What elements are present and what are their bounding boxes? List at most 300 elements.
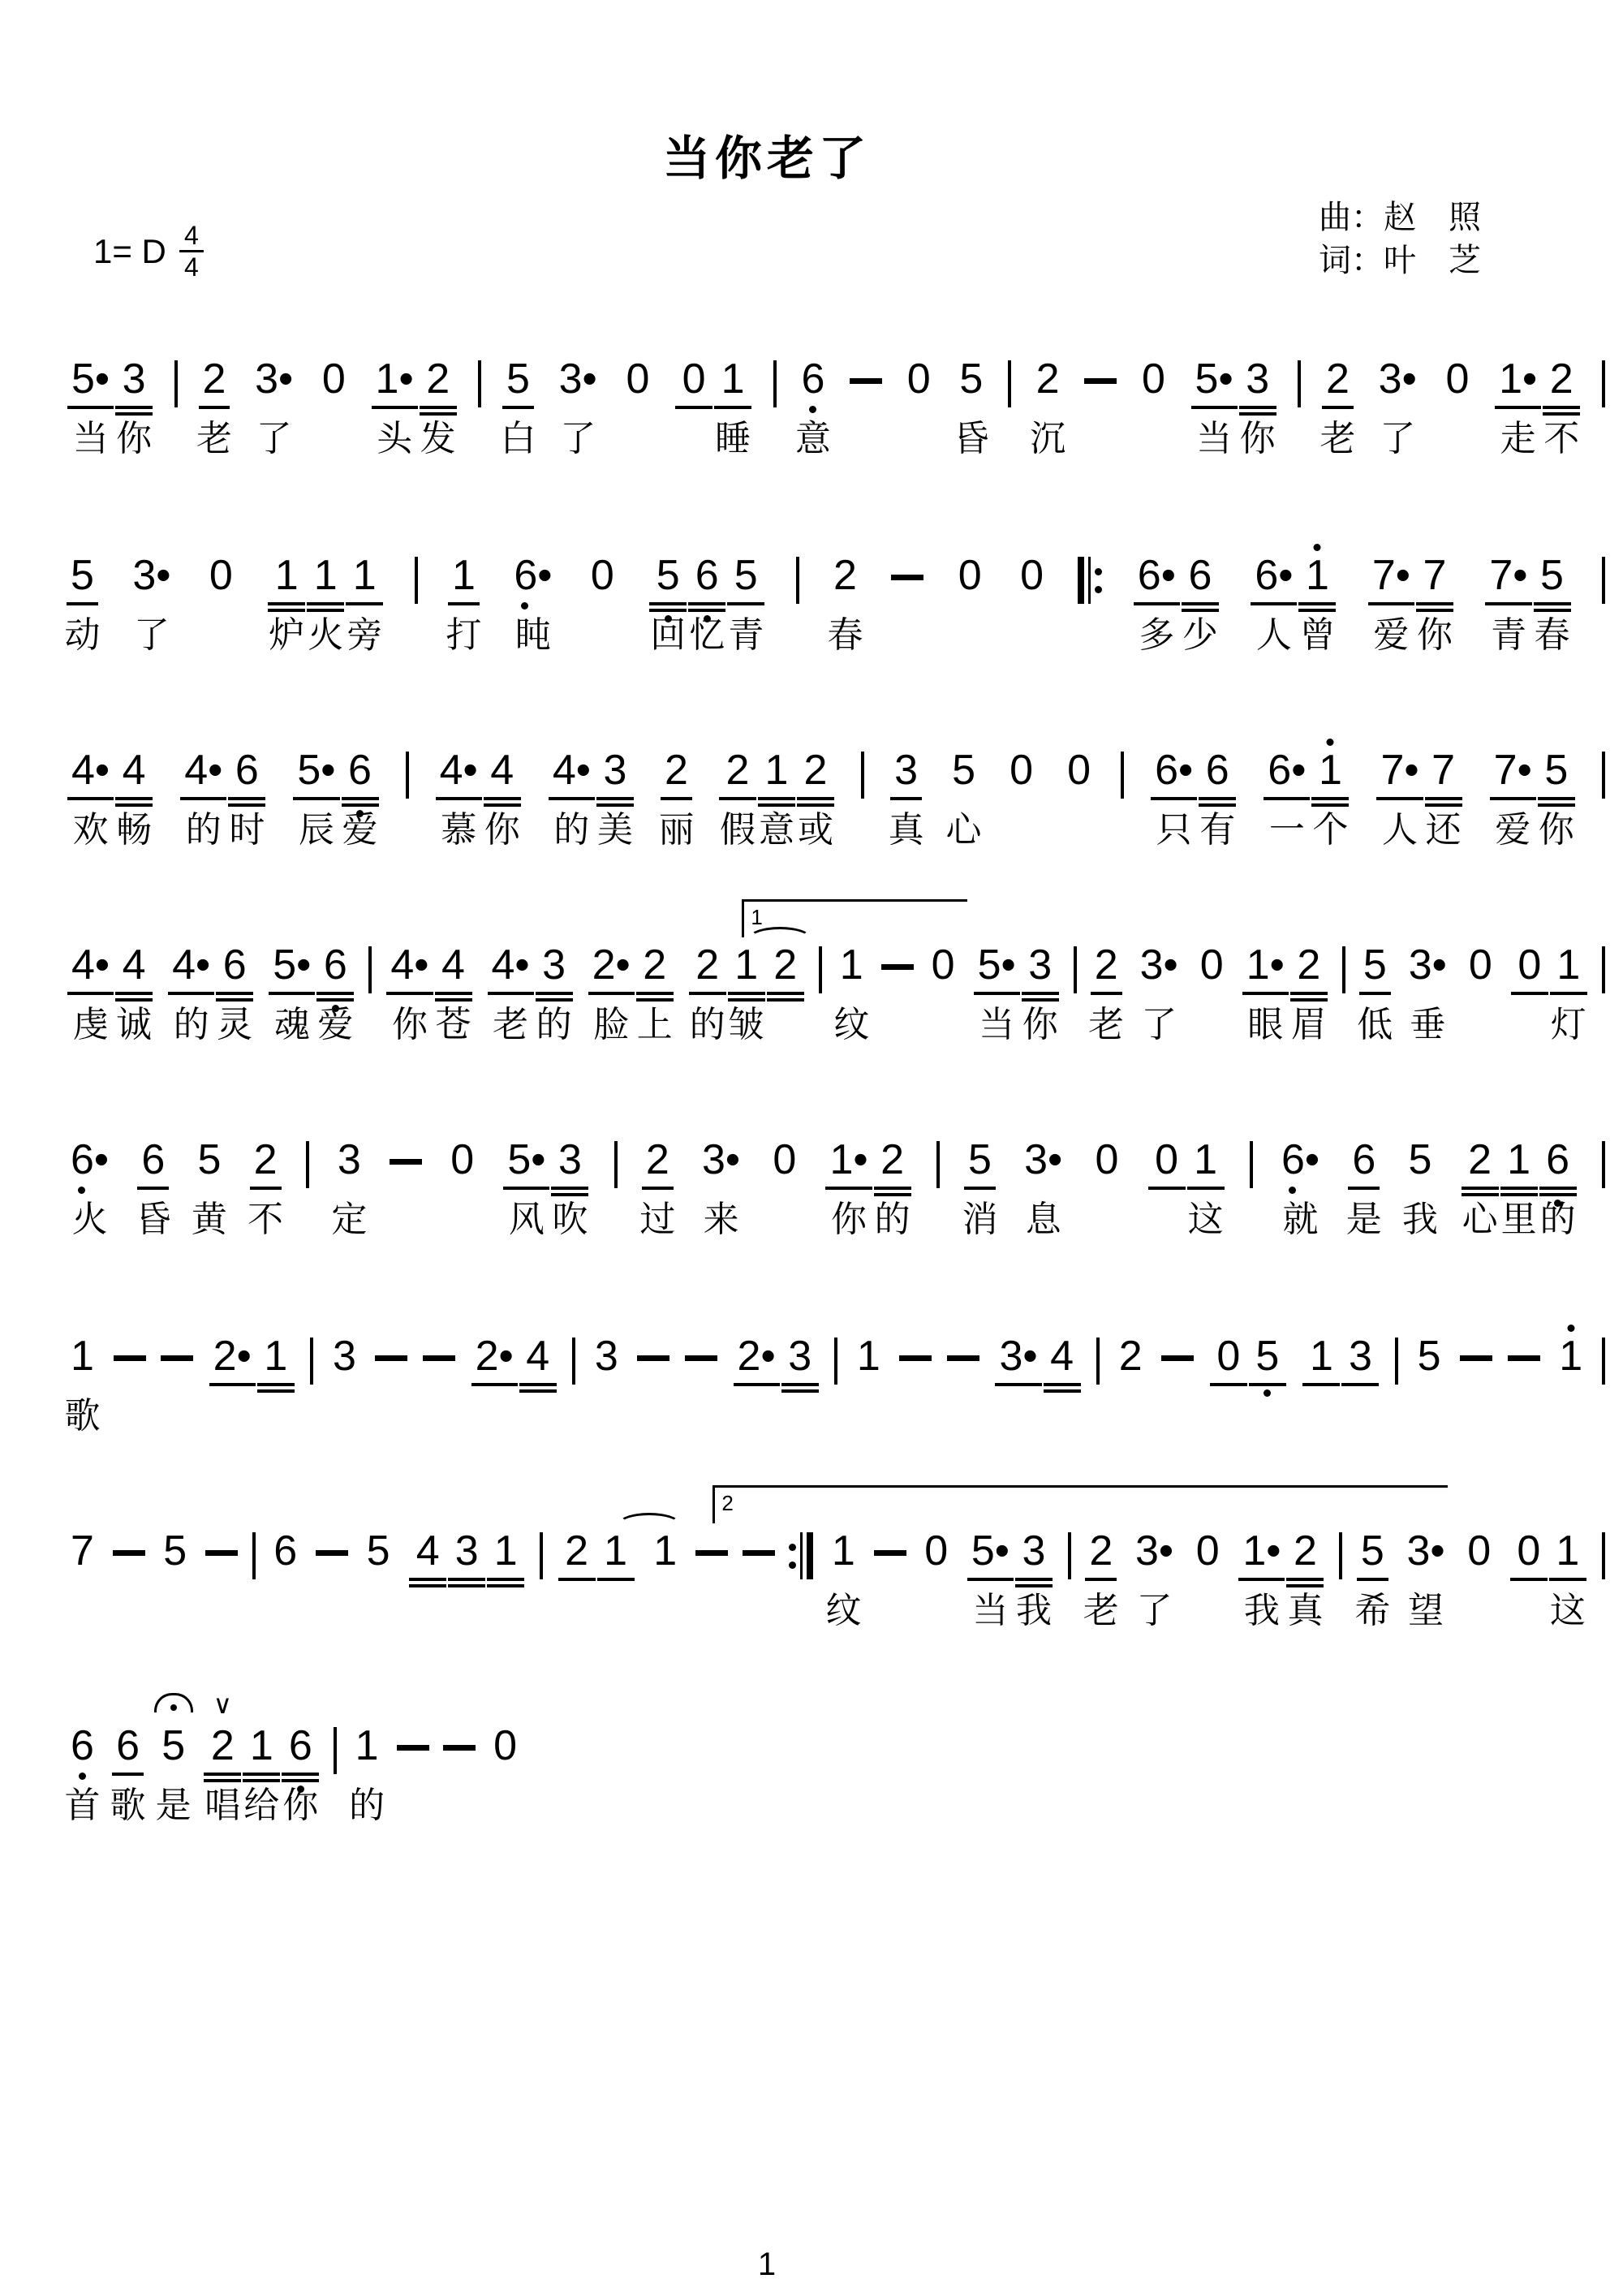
underline-beam <box>243 1773 280 1776</box>
note-digit: 1• <box>829 1136 868 1183</box>
note <box>928 941 959 989</box>
note-digit: 2 <box>833 552 857 599</box>
underline-beam <box>727 602 764 605</box>
underline-beam <box>890 797 922 800</box>
underline-beam <box>714 406 751 409</box>
note <box>1539 1136 1577 1239</box>
note <box>649 1527 681 1574</box>
lyric-char: 你 <box>116 419 153 459</box>
note-group <box>408 1527 525 1587</box>
note-digit: 6 <box>235 747 259 794</box>
page-number: 1 <box>757 2246 777 2282</box>
underline-beam <box>588 992 635 995</box>
duration-dash <box>947 1333 979 1361</box>
lyric-char: 来 <box>703 1200 739 1239</box>
underline-beam <box>209 1383 256 1386</box>
note-digit: 4• <box>491 941 530 989</box>
note <box>1357 941 1393 1045</box>
note-group <box>1209 1333 1287 1397</box>
note <box>1015 1527 1053 1630</box>
underline-beam <box>734 1383 780 1386</box>
note-group <box>966 1527 1053 1630</box>
note-digit: 6 <box>1205 747 1229 794</box>
underline-beam <box>216 998 253 1002</box>
barline <box>834 1333 837 1385</box>
note-digit: 4 <box>526 1333 550 1380</box>
note <box>536 941 573 1045</box>
note-digit: 2 <box>1089 1527 1113 1574</box>
lyric-char: 你 <box>1022 1005 1058 1045</box>
lyric-char: 动 <box>64 615 101 655</box>
lyric-char: 个 <box>1312 810 1349 850</box>
music-line-3 <box>67 747 1605 850</box>
lyric-char: 人 <box>1255 615 1292 655</box>
barline <box>1121 747 1124 799</box>
note-digit: 1 <box>493 1527 518 1574</box>
note <box>588 941 635 1045</box>
underline-beam <box>558 1578 596 1581</box>
note-digit: 5 <box>366 1527 390 1574</box>
underline-beam <box>268 609 305 612</box>
duration-dash <box>881 941 914 970</box>
note <box>1341 1333 1379 1386</box>
underline-beam <box>1191 406 1238 409</box>
note-digit: 5 <box>656 552 680 599</box>
lyric-char: 就 <box>1282 1200 1319 1239</box>
note <box>67 747 114 850</box>
barline <box>252 1527 256 1579</box>
underline-beam <box>204 1773 241 1776</box>
underline-beam <box>372 406 418 409</box>
lyric-char: 炉 <box>269 615 305 655</box>
note <box>1239 355 1276 459</box>
note <box>1376 747 1423 850</box>
duration-dash <box>1460 1333 1492 1361</box>
note <box>1088 941 1125 1045</box>
note-digit: 2 <box>1094 941 1118 989</box>
note-digit: 2 <box>1297 941 1321 989</box>
note <box>689 941 726 1045</box>
barline <box>1298 355 1301 407</box>
underline-beam <box>243 1779 280 1782</box>
duration-dash <box>1161 1333 1194 1361</box>
lyric-char: 意 <box>794 419 831 459</box>
note-group <box>371 355 458 459</box>
barline <box>1602 1136 1605 1188</box>
note-group <box>674 355 752 459</box>
note-group <box>471 1333 558 1393</box>
note-group <box>648 552 765 655</box>
note <box>1463 1527 1495 1574</box>
note-digit: 1• <box>1246 941 1285 989</box>
note-digit: 2 <box>645 1136 669 1183</box>
lyric-char: 了 <box>1136 1591 1173 1630</box>
note-group <box>1263 747 1350 850</box>
underline-beam <box>1251 602 1297 605</box>
note <box>1138 355 1169 403</box>
underline-beam <box>964 1187 996 1190</box>
note-digit: 5 <box>1255 1333 1280 1380</box>
note-digit: 5 <box>1540 552 1564 599</box>
note <box>649 552 687 655</box>
underline-beam <box>112 1773 144 1776</box>
note-digit: 2• <box>475 1333 514 1380</box>
note-digit: 4 <box>122 941 146 989</box>
note-digit: 0 <box>1067 747 1091 794</box>
note-digit: 4 <box>1050 1333 1074 1380</box>
lyric-char: 真 <box>1287 1591 1324 1630</box>
music-line-2 <box>64 552 1605 655</box>
underline-beam <box>1134 602 1180 605</box>
note-digit: 1 <box>721 355 745 403</box>
underline-beam <box>995 1383 1041 1386</box>
note <box>331 1136 368 1239</box>
lyric-char: 假 <box>719 810 756 850</box>
lyric-char: 眼 <box>1247 1005 1284 1045</box>
underline-beam <box>728 992 765 995</box>
note-digit: 2 <box>643 941 667 989</box>
underline-beam <box>728 998 765 1002</box>
lyric-char: 还 <box>1425 810 1462 850</box>
note <box>1199 747 1236 850</box>
underline-beam <box>386 992 433 995</box>
note <box>1134 552 1180 655</box>
note-digit: 1 <box>452 552 476 599</box>
note-digit: 1• <box>375 355 414 403</box>
note <box>768 1136 800 1183</box>
underline-beam <box>596 803 634 807</box>
barline <box>572 1333 575 1385</box>
lyric-char: 昏 <box>953 419 989 459</box>
note <box>1131 1527 1177 1630</box>
note-digit: 0 <box>626 355 650 403</box>
underline-beam <box>448 1578 485 1581</box>
note-digit: 1 <box>653 1527 678 1574</box>
note <box>488 941 534 1045</box>
note <box>115 941 153 1045</box>
note-digit: 1 <box>1305 552 1329 599</box>
underline-beam <box>250 1187 282 1190</box>
underline-beam <box>797 797 834 800</box>
barline <box>1339 1527 1342 1579</box>
note <box>1191 355 1238 459</box>
note <box>446 552 482 655</box>
underline-beam <box>204 1779 241 1782</box>
note <box>555 355 601 459</box>
note <box>974 941 1020 1045</box>
volta-label: 2 <box>721 1491 734 1515</box>
note <box>1115 1333 1147 1380</box>
note-digit: 5 <box>1417 1333 1441 1380</box>
note <box>1345 1136 1382 1239</box>
note-group <box>1242 941 1328 1045</box>
note <box>228 747 265 850</box>
barline <box>1602 552 1605 604</box>
underline-beam <box>536 998 573 1002</box>
lyric-char: 当 <box>72 419 109 459</box>
note-digit: 6 <box>71 1722 94 1769</box>
lyric-char: 头 <box>377 419 413 459</box>
lyric-char: 老 <box>1319 419 1356 459</box>
underline-beam <box>342 803 379 807</box>
barline <box>1096 1333 1100 1385</box>
composer-credit: 曲：赵 照 <box>1319 200 1481 235</box>
underline-beam <box>1543 412 1580 416</box>
duration-dash <box>161 1333 193 1361</box>
barline <box>1602 1527 1605 1579</box>
note-digit: 5 <box>734 552 758 599</box>
lyric-char: 里 <box>1500 1200 1537 1239</box>
underline-beam <box>1368 602 1414 605</box>
note-digit: 6 <box>695 552 719 599</box>
note <box>1354 1527 1391 1630</box>
note <box>307 552 344 655</box>
lyric-char: 真 <box>888 810 924 850</box>
note-digit: 0 <box>958 552 982 599</box>
note <box>597 1527 635 1581</box>
lyric-char: 旁 <box>347 615 383 655</box>
underline-beam <box>642 1187 674 1190</box>
underline-beam <box>1495 406 1541 409</box>
note <box>1375 355 1421 459</box>
note-digit: 2 <box>202 355 226 403</box>
note <box>372 355 418 459</box>
note-group <box>688 941 805 1045</box>
note <box>719 747 756 850</box>
note-digit: 4 <box>490 747 514 794</box>
note-digit: 3• <box>1408 941 1447 989</box>
note <box>587 552 618 599</box>
underline-beam <box>269 992 315 995</box>
underline-beam <box>967 1578 1014 1581</box>
note-group <box>1302 1333 1380 1386</box>
note-digit: 6 <box>1188 552 1212 599</box>
note <box>318 355 350 403</box>
note <box>558 1527 596 1581</box>
underline-beam <box>1210 1383 1247 1386</box>
underline-beam <box>1538 803 1575 807</box>
underline-beam <box>688 602 725 605</box>
underline-beam <box>487 1584 524 1587</box>
note-digit: 6 <box>273 1527 298 1574</box>
note-digit: 3 <box>1246 355 1270 403</box>
note <box>251 355 297 459</box>
note <box>1251 552 1297 655</box>
note-digit: 0 <box>209 552 233 599</box>
note-group <box>1510 941 1588 1045</box>
underline-beam <box>551 1193 588 1196</box>
underline-beam <box>1534 602 1571 605</box>
duration-dash <box>397 1722 429 1751</box>
volta-label: 1 <box>751 905 763 929</box>
note <box>1298 552 1336 655</box>
note <box>1511 941 1548 995</box>
lyric-char: 这 <box>1187 1200 1224 1239</box>
lyric-char: 春 <box>1534 615 1570 655</box>
octave-dot-below <box>1264 1389 1271 1397</box>
underline-beam <box>1485 602 1531 605</box>
music-line-4 <box>67 905 1605 1045</box>
duration-dash <box>443 1722 476 1751</box>
lyricist-credit: 词：叶 芝 <box>1319 243 1481 278</box>
note <box>1187 1136 1225 1239</box>
note-digit: 0 <box>906 355 931 403</box>
lyric-char: 你 <box>282 1786 319 1825</box>
note-group <box>733 1333 820 1393</box>
underline-beam <box>675 406 712 409</box>
underline-beam <box>502 406 534 409</box>
note-group <box>1494 355 1581 459</box>
underline-beam <box>1022 992 1059 995</box>
lyric-char: 老 <box>196 419 232 459</box>
note <box>827 552 863 655</box>
lyric-char: 睡 <box>715 419 751 459</box>
barline <box>1342 941 1345 993</box>
lyric-char: 苍 <box>435 1005 471 1045</box>
note-digit: 1 <box>1507 1136 1531 1183</box>
underline-beam <box>551 1187 588 1190</box>
underline-beam <box>342 797 379 800</box>
underline-beam <box>293 797 339 800</box>
note-digit: 1 <box>274 552 299 599</box>
note-group <box>1190 355 1277 459</box>
lyric-char: 定 <box>331 1200 368 1239</box>
note <box>216 941 253 1045</box>
underline-beam <box>115 412 153 416</box>
duration-dash <box>685 1333 717 1361</box>
lyric-char: 老 <box>1083 1591 1119 1630</box>
lyric-char: 打 <box>446 615 482 655</box>
note-digit: 1 <box>1556 941 1581 989</box>
note <box>519 1333 557 1393</box>
barline <box>1395 1333 1398 1385</box>
note-digit: 3 <box>454 1527 479 1574</box>
note <box>767 941 804 1002</box>
note-digit: 3 <box>894 747 919 794</box>
note <box>180 747 226 850</box>
barline <box>796 552 799 604</box>
duration-dash <box>1508 1333 1540 1361</box>
underline-beam <box>1376 797 1423 800</box>
note-digit: 5 <box>968 1136 992 1183</box>
note <box>1196 941 1228 989</box>
note <box>1290 941 1328 1045</box>
note <box>903 355 935 403</box>
underline-beam <box>1199 797 1236 800</box>
note-group <box>973 941 1060 1045</box>
repeat-end-sign <box>789 1527 813 1579</box>
note-group <box>1367 552 1454 655</box>
underline-beam <box>257 1389 295 1393</box>
note-digit: 3• <box>132 552 171 599</box>
underline-beam <box>137 1187 169 1190</box>
note-digit: 3 <box>788 1333 812 1380</box>
note <box>1151 747 1197 850</box>
underline-beam <box>268 602 305 605</box>
underline-beam <box>1500 1193 1538 1196</box>
note-digit: 5• <box>977 941 1016 989</box>
note <box>794 355 831 459</box>
note-digit: 1 <box>1559 1333 1583 1380</box>
lyric-char: 发 <box>420 419 456 459</box>
note-digit: 2 <box>665 747 688 794</box>
lyric-char: 你 <box>484 810 520 850</box>
note-group <box>1147 1136 1225 1239</box>
note <box>1485 552 1531 655</box>
note <box>1368 552 1414 655</box>
note-digit: 4 <box>441 941 465 989</box>
note-digit: 7• <box>1371 552 1410 599</box>
note-digit: 1 <box>856 1333 880 1380</box>
note-group <box>209 1333 295 1393</box>
lyric-char: 一 <box>1268 810 1305 850</box>
note-digit: 5• <box>1195 355 1233 403</box>
note-digit: 4• <box>71 747 110 794</box>
lyric-char: 的 <box>1539 1200 1576 1239</box>
underline-beam <box>1511 992 1548 995</box>
note <box>1238 1527 1285 1630</box>
note-digit: 0 <box>773 1136 797 1183</box>
lyric-char: 垂 <box>1410 1005 1446 1045</box>
lyric-char: 首 <box>64 1786 101 1825</box>
underline-beam <box>1348 1187 1380 1190</box>
note-digit: 3 <box>542 941 566 989</box>
underline-beam <box>448 1584 485 1587</box>
underline-beam <box>1091 992 1122 995</box>
note-digit: 0 <box>1467 1527 1492 1574</box>
volta-bracket-2 <box>712 1485 1447 1523</box>
duration-dash <box>375 1333 407 1361</box>
note-digit: 5 <box>1360 1527 1384 1574</box>
note-group <box>292 747 379 850</box>
duration-dash <box>899 1333 932 1361</box>
note-digit: 7 <box>1423 552 1447 599</box>
note-digit: 4• <box>439 747 478 794</box>
note <box>191 1136 227 1239</box>
lyric-char: 只 <box>1156 810 1192 850</box>
note <box>596 747 634 850</box>
lyric-char: 或 <box>797 810 833 850</box>
note-digit: 2 <box>210 1722 235 1769</box>
lyric-char: 当 <box>979 1005 1015 1045</box>
note-digit: 6 <box>288 1722 312 1769</box>
note <box>503 1136 549 1239</box>
note-group <box>994 1333 1081 1393</box>
note-digit: 0 <box>931 941 955 989</box>
underline-beam <box>636 992 674 995</box>
duration-dash <box>1084 355 1117 384</box>
duration-dash <box>874 1527 906 1556</box>
time-signature <box>179 222 204 280</box>
meter-numerator: 4 <box>183 221 199 250</box>
note-digit: 3• <box>255 355 294 403</box>
note <box>204 1690 241 1825</box>
note <box>1302 1333 1340 1386</box>
note <box>688 552 725 655</box>
barline <box>415 552 418 604</box>
note-digit: 5• <box>297 747 336 794</box>
barline <box>1602 355 1605 407</box>
underline-beam <box>1510 1578 1548 1581</box>
note-digit: 3• <box>999 1333 1038 1380</box>
note-digit: 2• <box>592 941 631 989</box>
underline-beam <box>115 803 153 807</box>
note-digit: 1 <box>604 1527 628 1574</box>
underline-beam <box>1311 797 1349 800</box>
note-digit: 0 <box>1010 747 1033 794</box>
note-digit: 2 <box>253 1136 278 1183</box>
lyric-char: 纹 <box>833 1005 870 1045</box>
